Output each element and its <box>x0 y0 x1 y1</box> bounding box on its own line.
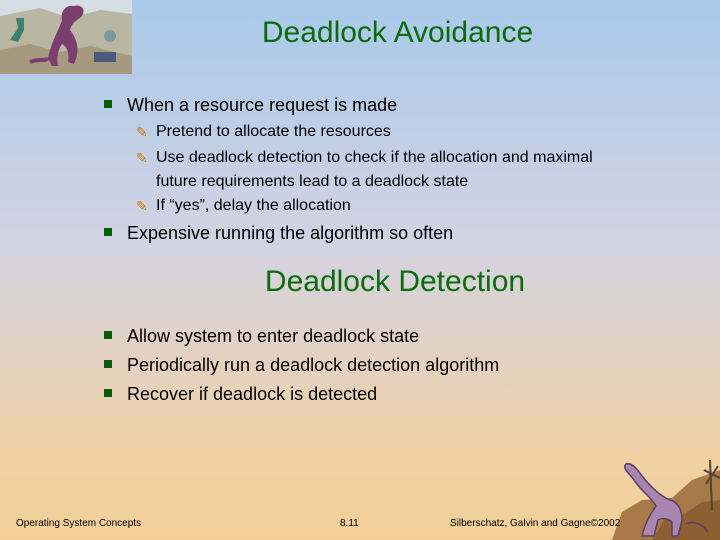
bullet-text: Allow system to enter deadlock state <box>127 326 420 346</box>
bullet-text: Expensive running the algorithm so often <box>127 223 454 243</box>
sub-item <box>136 120 596 144</box>
bullet-item <box>104 222 453 244</box>
square-bullet-icon <box>104 389 112 397</box>
section-title-detection: Deadlock Detection <box>264 265 526 298</box>
sub-item-text: Pretend to allocate the resources <box>156 123 391 140</box>
sub-item <box>136 146 596 194</box>
bullet-item <box>104 354 499 376</box>
section-title-avoidance: Deadlock Avoidance <box>261 16 534 49</box>
square-bullet-icon <box>104 331 112 339</box>
footer-left: Operating System Concepts <box>16 518 142 529</box>
square-bullet-icon <box>104 100 112 108</box>
bullet-item <box>104 383 377 405</box>
pen-hand-icon: ✎ <box>136 198 148 214</box>
dinosaur-illustration-bottom-right <box>612 440 720 540</box>
pen-hand-icon: ✎ <box>136 150 148 166</box>
bullet-text: Periodically run a deadlock detection algorithm <box>127 355 500 375</box>
sub-item-text: If “yes”, delay the allocation <box>156 197 351 214</box>
pen-hand-icon: ✎ <box>136 124 148 140</box>
footer-right: Silberschatz, Galvin and Gagne©2002 <box>450 518 621 529</box>
square-bullet-icon <box>104 360 112 368</box>
sub-item-text: Use deadlock detection to check if the allocation and maximal future requirements lead to a deadlock state <box>156 149 593 190</box>
sub-item <box>136 194 596 218</box>
bullet-item <box>104 94 397 116</box>
bullet-item <box>104 325 419 347</box>
bullet-text: When a resource request is made <box>127 95 398 115</box>
square-bullet-icon <box>104 228 112 236</box>
footer-page-number: 8.11 <box>340 518 359 529</box>
bullet-text: Recover if deadlock is detected <box>127 384 378 404</box>
